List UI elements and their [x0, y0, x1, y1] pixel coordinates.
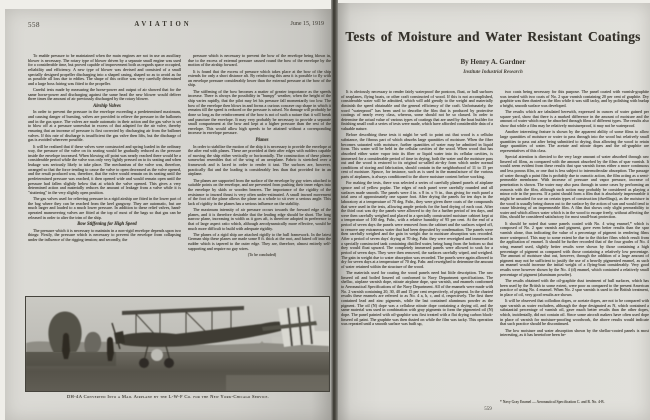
section-heading-bow-stiffening: Bow Stiffening for High Speed [77, 221, 137, 227]
paragraph: The materials used for coating the wood panels need but little description. The raw linseed oil and boiled linseed oil conformed to Navy Department specifications. The shellac, airplane varnish dope, nitrate airplane dope, spar varnish, and enamels conformed to Aeronautical Specifications of the Navy Department. All of the enamels were made with No. 2 varnish containing 20, 30, 40 and 15 per cent respectively, of pigment. In the charted results these enamels are referred to as No. 4 a, b, c, and d, respectively. The first three contained lead and zinc pigments, while the last contained aluminum powder as the pigment. The oil (N) dope was a cellulose nitrate dope containing a drying oil, and the same material was used in combination with gray pigments to form the pigmented oil (N) dope. The panel painted with oil-graphite was first treated with a flat drying carbon black-linseed oil paint. The graphite was then dusted on while the film was tacky. This operation was repeated until a smooth surface was built up, [341, 270, 493, 327]
author-affiliation: Institute Industrial Research [463, 70, 523, 75]
paragraph: Before describing these tests it might be well to point out that wood is a cellular substance, the fibrous part of which absorbs large quantities of moisture. When the fiber becomes saturated with moisture, further quantities of water may be admitted in liquid form. This water will be held in the cellular cavities of the wood. When wood that has absorbed either water vapor into its fiber or liquid water into its cellular cavities, is immersed for a considerable period of time in drying, both the water and the moisture pass out and the wood is restored to its original so-called air-dry form which under normal conditions of storing and fabrication, should contain in the neighborhood of 11 to 15 per cent of moisture. Spruce, for instance, such as is used in the manufacture of the various parts of airplanes, is always conditioned to the above moisture content before working. [341, 132, 493, 180]
paragraph: In order to stabilize the motion of the ship it is necessary to provide the envelope at the after end with planes. These are provided at their after edges with rudders capable of moving the ship either vertically or horizontally. The construction of these planes somewhat resembles that of the wing of an aeroplane. Fabric is stretched over a framework and is laced in order to render it taut. The surfaces are, however, practically flat and the loading is considerably less than that provided for in an airplane. [188, 143, 331, 177]
journal-title: AVIATION [134, 21, 192, 28]
paragraph: Special attention is directed to the very large amount of water absorbed through raw linseed oil films, as compared with the amount absorbed by the films of spar varnish. It would seem evident from these results that spar varnish forms either a more continuous and less porous film, or one that is less subject to intermolecular absorption. The passage of water through a paint film is probably due to osmotic action, the film acting as a semi-permeable membrane. With increase of pressure and vapor pressure, increase of penetration is shown. The water may also pass through in some cases by performing an osmosis with the film, although such action may probably be considered as playing a minor role in the process. If a paint should form a film that is absolutely impermeable it might be unsuited for use on certain types of construction (dwellings), as the moisture in the wood is usually being drawn out to the surface by the action of sun and would tend to cause blistering of an impermeable film. A film that shows only slight permeability to water and which allows water which is in the wood to escape freely, without affecting the film, should be considered satisfactory for most small-boat protection. [500, 154, 649, 220]
paragraph: two coats being necessary for this purpose. The panel coated with varnish-graphite was treated with two coats of No. 2 spar varnish containing 20 per cent of graphite. Dry graphite was then dusted on the film while it was still tacky, and by polishing with burlap a bright, smooth surface was developed. [500, 90, 649, 108]
left-page [5, 9, 331, 420]
paragraph: It will be realized that if these valves were constructed and spring loaded in the ordinary way, the pressure of the valve on its seating would be gradually reduced as the pressure inside the envelope increased. When blowing off point was nearly reached there would be a considerable period while the valve was only very lightly pressed on to its seating and when leakage was seriously likely to take place. The mechanism of the valve was, therefore, arranged so that the force tending to cause the valve to open decreased as the valve opened, and the result produced was, therefore, that the valve would remain on its seating until the predetermined pressure was reached, it then opened wide and would remain open until the pressure had fallen slightly below that at which the valve opened. This gives a very determined action and materially reduces the amount of leakage from a valve while it is "stuttering" in the very slightly open position. [28, 143, 181, 195]
dh4a-airplane-photo [25, 296, 330, 392]
paragraph: It will be observed that collodion dopes, or acetate dopes, are not to be compared with spar varnish as water excluders, although the dope designated as N, which contained a substantial percentage of varnish oil, gave much better results than the other dopes, which, incidentally, did not contain oil. Since some aircraft makers have often used dope in place of varnish for moisture-proofing woodwork, the above results would indicate that such practice should be discontinued. [500, 298, 649, 327]
photo-caption: DH-4A Converted Into a Mail Airplane by the L-W-F Co. for the New York-Chicago Service. [66, 394, 270, 399]
left-page-number: 558 [28, 21, 40, 29]
right-page-column-2 [500, 90, 649, 396]
paragraph: pressure which is necessary to prevent the bow of the envelope being blown in, due to the excess of external pressure caused round the bow of the envelope by the motion of the airship forward. [188, 54, 331, 68]
left-page-column-2 [188, 54, 331, 295]
article-title: Tests of Moisture and Water Resistant Coatings [345, 29, 641, 44]
issue-date: June 15, 1919 [290, 21, 324, 27]
footnote: * Navy Gray Enamel — Aeronautical Specification C. and R. No. 4-B. [500, 400, 605, 404]
left-page-column-1 [28, 54, 181, 295]
paragraph: The pressure which it is necessary to maintain in a non-rigid envelope depends upon two things: Firstly, the pressure which is necessary to prevent the envelope from collapsing under the influence of the rigging tension; and secondly, the [28, 227, 181, 243]
paragraph: For making the tests, there was selected a series of carefully planed panels of airplane spruce and of yellow poplar. The edges of each panel were carefully rounded and all surfaces made smooth. The panels were 4 in. x 8 in. x ½ in., thus giving for each panel a total area of approximately one square foot. After drying the panels for ten days in the laboratory at a temperature of 70 deg. Fahr., they were given three coats of the compounds that were used in the tests, allowing ample periods for the hard drying of each coat. After the third coat was dry the panels were allowed to dry for a further period of ten days, and were then carefully weighed and placed in a specially constructed moisture cabinet kept at a temperature of 100 deg. Fahr., with a relative humidity of 95 per cent. At the end of a period of seven days the panels were removed from the cabinet and the surfaces wiped off, to remove any extraneous water that had been deposited by condensation. The panels were then carefully weighed and the gain in weight due to moisture absorption was recorded. After a period of seven days' drying at 70 deg. Fahr. they were reweighed and immersed in a specially constructed tank containing distilled water, being hung from the bottom so that they would float upward. The completely immersed panels were allowed to soak for a period of seven days. They were then removed, the surfaces carefully wiped, and weighed. The gain in weight due to water absorption was recorded. The panels were again allowed to dry for seven days at a temperature of 70 deg. Fahr. and reweighed to determine the amount of water retained within the structure of the wood. [341, 180, 493, 269]
paragraph: In order to prevent the pressure in the envelope exceeding a predetermined maximum, and causing danger of bursting, valves are provided to relieve the pressure in the ballonets and in the gas space. The valves are made automatic in their action and the gas valve is set to blow off at a pressure somewhat in excess of that adapted for the air valve, thereby ensuring that an increase of pressure is first corrected by discharging air from the ballonet valves. If this rate of discharge is insufficient the gas valve then lifts, but the discharge of gas is avoided wherever possible. [28, 109, 181, 143]
paragraph: Careful tests made by measuring the horse-power and output of air showed that for the same horse-power and discharging against the same head the new blower would deliver three times the amount of air previously discharged by the rotary blower. [28, 87, 181, 102]
paragraph: It is obviously necessary to render fairly waterproof the pontoon, float, or hull surfaces of seaplanes, flying boats, or other craft constructed of wood. If this is not accomplished, considerable water will be admitted, which will add greatly to the weight and materially diminish the speed obtainable and the general efficiency of the craft. Unfortunately, the word "waterproof" has been used to describe the film that is produced by protective coatings of nearly every class, whereas, some should not be so classed. In order to determine the actual value of various types of coatings that are used by the boat builder for finishing small craft a series of tests were made, which have afforded considerable data of a valuable nature. [341, 90, 493, 132]
paragraph: The planes are supported from the surface of the envelope by guy wires attached to suitable points on the envelope, and are prevented from pushing their inner edges into the envelope by skids or wooden bearers. The importance of the rigidity of the resistance to inward thrust is very often under-estimated. A small inward movement of the foot of the plane allows the plane as a whole to sit over a serious angle. This lack of rigidity in the planes has a serious influence on the stability. [188, 177, 331, 206]
right-page-column-1 [341, 90, 493, 398]
left-page-header [5, 21, 331, 33]
biplane-photo-illustration [26, 297, 329, 391]
to-be-concluded-note: (To be concluded) [247, 253, 277, 257]
paragraph: To enable pressure to be maintained when the main engines are not in use an auxiliary blower is necessary. The rotary type of blower driven by a separate small engine was used for a considerable time, but proved capable of improvement both as regards space occupied, reliability and efficiency. A new type of blower was devised and consisted of a small specially designed propeller discharging into a shaped casing, shaped so as to avoid as far as possible all loss due to eddies. The shape of this orifice was very carefully determined and a large boss fairing was fitted to the propeller. [28, 54, 181, 86]
paragraph: Another interesting feature is shown by the apparent ability of some films to allow large quantities of moisture or water to pass through into the wood but relatively small quantities to pass out after being submitted to drying, thus allowing the wood to retain large quantities of water. The acetate and nitrate dopes and the oil-graphite are representatives of this class. [500, 129, 649, 153]
paragraph: The planes of a rigid ship are attached rigidly to the hull framework. In the latest German ship these planes are made some 8 ft. thick at the root, and faired off into the rudder which is tapered to the outer edge. They are, therefore, almost entirely self-supporting and require no guy wires. [188, 231, 331, 251]
paragraph: The stiffening of the bow becomes a matter of greater importance as the speeds increase. There is always the possibility in "bumpy" weather, when the height of the ship varies rapidly, that the pilot may let his pressure fall momentarily too low. The bow of the envelope then blows in and forms a curious concave cup shape in which it remains till the speed is reduced or the pressure is raised. No damage will probably be done so long as the reinforcement of the bow is not of such a nature that it will break and puncture the envelope. It may very probably be necessary to provide a separate small compartment at the bow and kept at a higher pressure than the rest of the envelope. This would allow high speeds to be attained without a corresponding increase in envelope pressure. [188, 88, 331, 136]
section-heading-airship-valves: Airship Valves [93, 103, 121, 109]
paragraph: The maximum intensity of air pressure occurs towards the forward edge of the planes, and it is therefore desirable that the leading edge should be short. The long narrow plane, increasing in width as it goes aft, is therefore adopted in preference to that of large aspect ratio which, although aerodynamically more effective, would be much more difficult to build with adequate rigidity. [188, 207, 331, 231]
paragraph: The results which are tabulated herewith, expressed in ounces of water gained per square yard, show that there is a marked difference in the amount of moisture and the amount of water which may be absorbed through films of different types. The results also show that while a film may be relatively moistureproof, it may not be waterproof. [500, 109, 649, 129]
right-page-number: 559 [484, 407, 492, 412]
paragraph: The results obtained with the oil-graphite dust treatment of hull surfaces, which has been used by the British to some extent, were poor as compared to the present American practice of using No. 4 enamel. When No. 2 spar varnish is used in the British treatment, in place of oil, very good results are shown. [500, 277, 649, 297]
article-byline: By Henry A. Gardner [460, 58, 526, 66]
right-page [338, 3, 650, 420]
page-gutter-shadow [331, 0, 338, 420]
paragraph: The gas valves used for relieving pressure in a rigid airship are fitted in the lower part of the bag where they can be reached from the keel gangway. They are automatic, but are much larger and loaded to a much lower pressure. In addition to these relief valves, hand-operated maneuvering valves are fitted at the top of most of the bags so that gas can be released in order to alter the trim of the ship. [28, 196, 181, 220]
paragraph: The low moisture and water absorption shown by the shellac-coated panels is most interesting, as it has heretofore been be- [500, 327, 649, 338]
paragraph: It should be noted that some panels coated with No. 4 wing enamel,* which is composed of No. 2 spar varnish and pigment, gave even better results than the spar varnish alone, thus indicating the value of a percentage of pigment in rendering films more waterproof. This may to some extent be due to the thicker films which result from the application of enamel. It should be further recorded that of the four grades of No. 4 wing enamel used, slightly better results were shown by those containing a high percentage of pigment as compared with those containing a relatively low percentage. The amount of moisture shut out, however, through the addition of a large amount of pigment may not be sufficient to justify the use of a heavily pigmented enamel, as such an enamel would increase the initial weight of a flying-boat considerably. Very good results were however shown by the No. 4 (d) enamel, which contained a relatively small percentage of pigment (aluminum powder). [500, 220, 649, 277]
section-heading-planes: Planes [255, 137, 269, 143]
paragraph: It is found that the excess of pressure which takes place at the bow of the ship extends for only a short distance aft. By reinforcing this area it is possible to fly with an envelope pressure considerably lower than the external pressure at the bow of the ship. [188, 68, 331, 88]
